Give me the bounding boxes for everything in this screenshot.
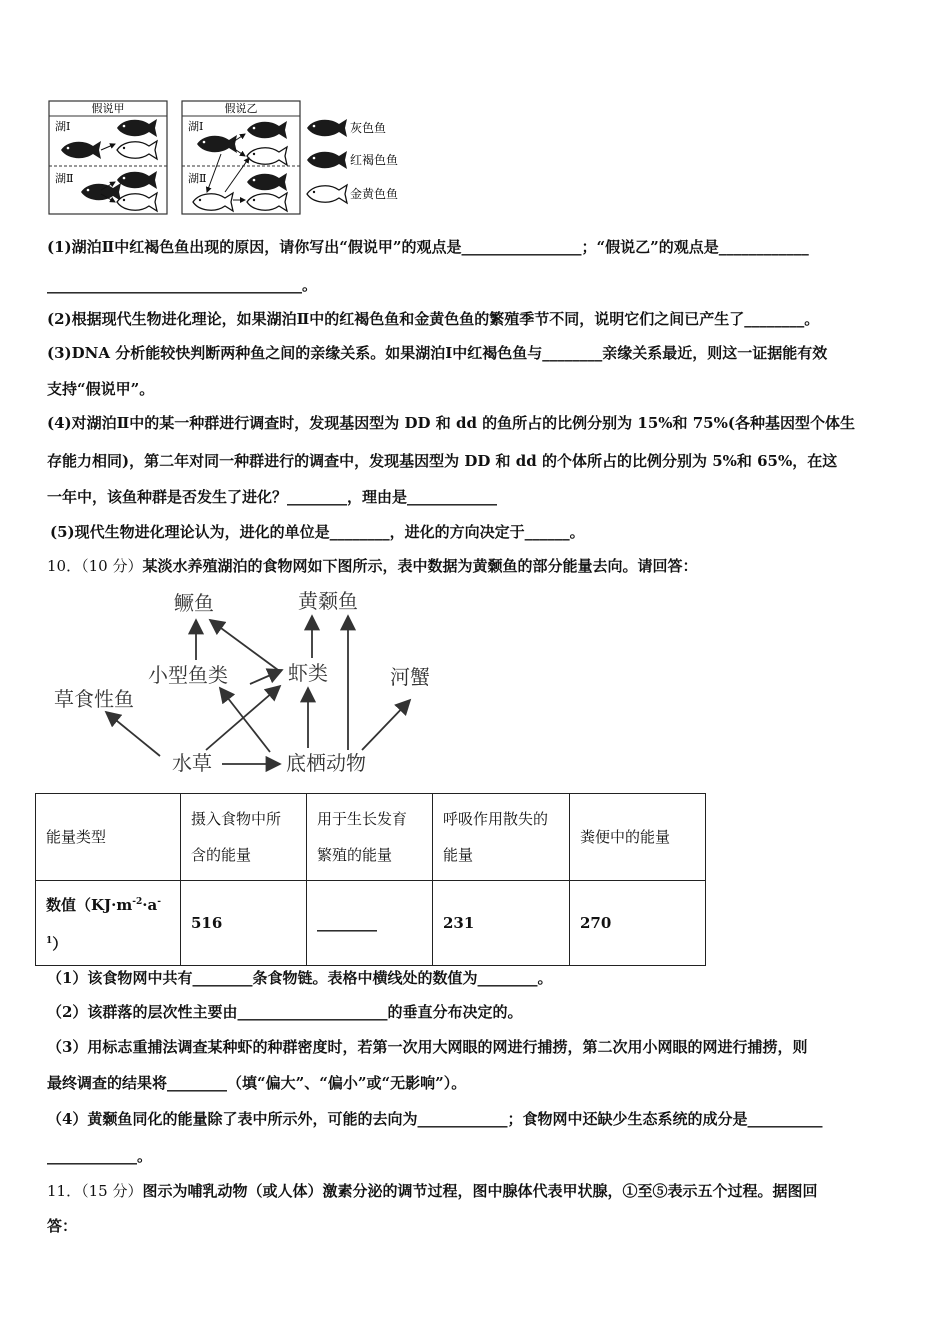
q11-stem-text: 图示为哺乳动物（或人体）激素分泌的调节过程，图中腺体代表甲状腺，①至⑤表示五个过程。据图回 [142, 1182, 818, 1200]
row-label-text: ） [52, 935, 68, 953]
value-intake: 516 [181, 881, 307, 966]
node-gui-yu: 鳜鱼 [174, 591, 214, 615]
q10-part4-line1: （4）黄颡鱼同化的能量除了表中所示外，可能的去向为____________；食物网中还缺少生态系统的成分是__________ [47, 1110, 823, 1128]
header-feces-energy [570, 794, 706, 881]
header-respiration-energy [433, 794, 570, 881]
panel-b-lake1: 湖Ⅰ [188, 120, 204, 133]
panel-a-lake1: 湖Ⅰ [55, 120, 71, 133]
food-web-diagram [50, 584, 450, 780]
q10-part4-line2: ____________。 [47, 1147, 153, 1165]
node-di-qi-dong-wu: 底栖动物 [286, 751, 366, 775]
fish-red-brown [117, 171, 157, 189]
row-label-value [36, 881, 181, 966]
header-cell-text: 能量 [443, 846, 474, 864]
panel-b-title: 假说乙 [224, 102, 258, 115]
row-label-sup: - [157, 897, 161, 907]
fish-golden [117, 141, 157, 159]
header-energy-type [36, 794, 181, 881]
node-cao-shi-xing-yu: 草食性鱼 [54, 687, 134, 711]
table-header-row [36, 794, 706, 881]
fish-golden [247, 193, 287, 211]
q9-part4-line2: 存能力相同)，第二年对同一种群进行的调查中，发现基因型为 DD 和 dd 的个体所占的比例分别为 5%和 65%，在这 [47, 452, 838, 470]
node-xia-lei: 虾类 [288, 661, 328, 685]
header-cell-text: 用于生长发育 [317, 810, 408, 828]
value-feces: 270 [570, 881, 706, 966]
legend-red-brown-fish: 红褐色鱼 [350, 153, 399, 167]
header-intake-energy [181, 794, 307, 881]
q9-part1-line1: (1)湖泊Ⅱ中红褐色鱼出现的原因，请你写出“假说甲”的观点是________________；“假说乙”的观点是____________ [47, 238, 809, 256]
node-shui-cao: 水草 [172, 751, 212, 775]
node-he-xie: 河蟹 [390, 665, 430, 689]
node-xiao-xing-yu-lei: 小型鱼类 [148, 663, 228, 687]
fish-gray [197, 135, 237, 153]
q9-part3-line1: (3)DNA 分析能较快判断两种鱼之间的亲缘关系。如果湖泊Ⅰ中红褐色鱼与________亲缘关系最近，则这一证据能有效 [47, 344, 828, 362]
table-row [36, 881, 706, 966]
fish-gray [61, 141, 101, 159]
header-cell-text: 能量类型 [46, 828, 107, 846]
fish-red-brown [247, 173, 287, 191]
food-web-svg [50, 584, 450, 780]
header-cell-text: 摄入食物中所 [191, 810, 282, 828]
q9-part5: (5)现代生物进化理论认为，进化的单位是________，进化的方向决定于______。 [50, 523, 585, 541]
row-label-text: ·a [142, 896, 158, 914]
q10-number: 10．（10 分） [47, 557, 143, 575]
fish-golden [193, 193, 233, 211]
q9-part1-line2: __________________________________。 [47, 276, 318, 294]
q10-stem [47, 556, 697, 576]
header-growth-energy [307, 794, 433, 881]
q9-part4-line3: 一年中，该鱼种群是否发生了进化？________，理由是____________ [47, 488, 498, 506]
q9-part4-line1: (4)对湖泊Ⅱ中的某一种群进行调查时，发现基因型为 DD 和 dd 的鱼所占的比例分别为 15%和 75%(各种基因型个体生 [47, 414, 855, 432]
q9-part2: (2)根据现代生物进化理论，如果湖泊Ⅱ中的红褐色鱼和金黄色鱼的繁殖季节不同，说明它们之间已产生了________。 [47, 310, 820, 328]
value-respiration: 231 [433, 881, 570, 966]
energy-table [35, 793, 706, 966]
panel-a-lake2: 湖Ⅱ [55, 172, 74, 185]
header-cell-text: 粪便中的能量 [580, 828, 671, 846]
row-label-text: 数值（KJ·m [46, 896, 133, 914]
q10-part2: （2）该群落的层次性主要由____________________的垂直分布决定的。 [47, 1003, 523, 1021]
q10-stem-text: 某淡水养殖湖泊的食物网如下图所示，表中数据为黄颡鱼的部分能量去向。请回答： [142, 557, 698, 575]
q10-part1: （1）该食物网中共有________条食物链。表格中横线处的数值为________。 [47, 969, 553, 987]
q10-part3-line2: 最终调查的结果将________（填“偏大”、“偏小”或“无影响”）。 [47, 1074, 467, 1092]
legend-gray-fish: 灰色鱼 [350, 121, 387, 135]
fish-gray [81, 183, 121, 201]
fish-red-brown [117, 119, 157, 137]
hypothesis-diagram [47, 100, 417, 218]
header-cell-text: 呼吸作用散失的 [443, 810, 549, 828]
legend-golden-fish: 金黄色鱼 [350, 187, 399, 201]
q11-stem [47, 1181, 817, 1201]
fish-golden [247, 147, 287, 165]
value-growth-blank: ________ [307, 881, 433, 966]
q11-stem-line2: 答： [47, 1217, 78, 1235]
node-huang-sang-yu: 黄颡鱼 [298, 589, 358, 613]
q10-part3-line1: （3）用标志重捕法调查某种虾的种群密度时，若第一次用大网眼的网进行捕捞，第二次用小网眼的网进行捕捞，则 [47, 1038, 808, 1056]
row-label-sup: -2 [132, 897, 143, 907]
hypothesis-figure [47, 100, 417, 218]
panel-b-lake2: 湖Ⅱ [188, 172, 207, 185]
fish-golden [117, 193, 157, 211]
q9-part3-line2: 支持“假说甲”。 [47, 380, 155, 398]
fish-red-brown [247, 121, 287, 139]
q11-number: 11．（15 分） [47, 1182, 143, 1200]
row-label-sup: 1 [46, 936, 53, 946]
header-cell-text: 繁殖的能量 [317, 846, 393, 864]
panel-a-title: 假说甲 [91, 102, 125, 115]
header-cell-text: 含的能量 [191, 846, 252, 864]
